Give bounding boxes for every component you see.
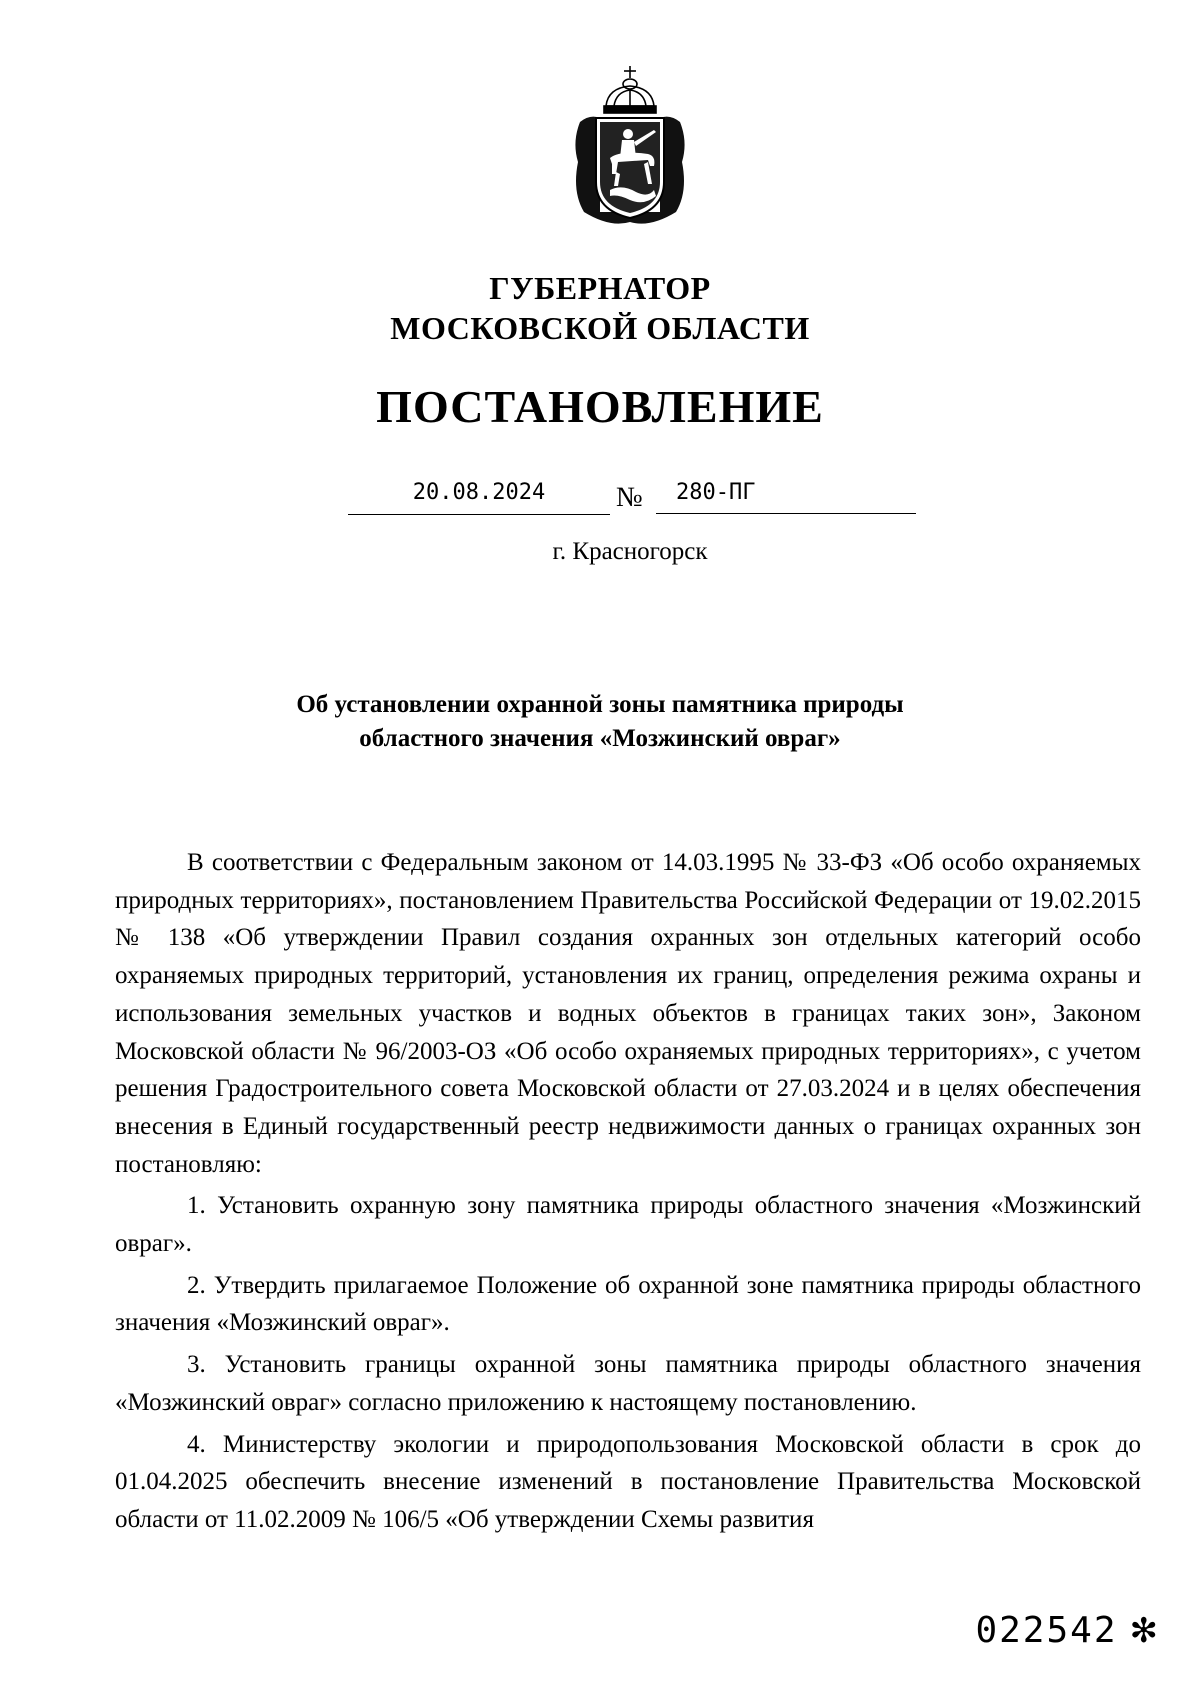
document-type: ПОСТАНОВЛЕНИЕ <box>376 381 824 432</box>
serial-digits: 022542 <box>975 1610 1118 1651</box>
issuer-title: ГУБЕРНАТОР <box>489 270 711 306</box>
issuer-region: МОСКОВСКОЙ ОБЛАСТИ <box>390 310 810 346</box>
serial-number <box>975 1610 1160 1651</box>
asterisk-mark-icon: ✻ <box>1129 1611 1160 1651</box>
number-sign: № <box>616 482 643 513</box>
preamble-paragraph: В соответствии с Федеральным законом от 14.03.1995 № 33-ФЗ «Об особо охраняемых природных территориях», постановлением Правительства Российской Федерации от 19.02.2015 № 138 «Об утверждении Правил создания охранных зон отдельных категорий особо охраняемых природных территорий, установления их границ, определения режима охраны и использования земельных участков и водных объектов в границах таких зон», Законом Московской области № 96/2003-ОЗ «Об особо охраняемых природных территориях», с учетом решения Градостроительного совета Московской области от 27.03.2024 и в целях обеспечения внесения в Единый государственный реестр недвижимости данных о границах охранных зон постановляю: <box>115 849 1141 1178</box>
title-line-2: областного значения «Мозжинский овраг» <box>359 725 841 752</box>
document-date: 20.08.2024 <box>348 478 610 515</box>
title-line-1: Об установлении охранной зоны памятника природы <box>296 691 904 718</box>
list-item: 4. Министерству экологии и природопользования Московской области в срок до 01.04.2025 обеспечить внесение изменений в постановление Правительства Московской области от 11.02.2009 № 106/5 «Об утверждении Схемы развития <box>115 1430 1141 1533</box>
coat-of-arms-icon <box>570 62 690 230</box>
date-number-row <box>0 478 1200 518</box>
document-body <box>115 844 1141 1539</box>
list-item: 1. Установить охранную зону памятника природы областного значения «Мозжинский овраг». <box>115 1192 1141 1258</box>
document-number: 280-ПГ <box>656 478 916 514</box>
list-item: 3. Установить границы охранной зоны памятника природы областного значения «Мозжинский овраг» согласно приложению к настоящему постановлению. <box>115 1351 1141 1416</box>
document-city: г. Красногорск <box>552 538 708 565</box>
document-title <box>0 688 1200 756</box>
list-item: 2. Утвердить прилагаемое Положение об охранной зоне памятника природы областного значения «Мозжинский овраг». <box>115 1271 1141 1337</box>
